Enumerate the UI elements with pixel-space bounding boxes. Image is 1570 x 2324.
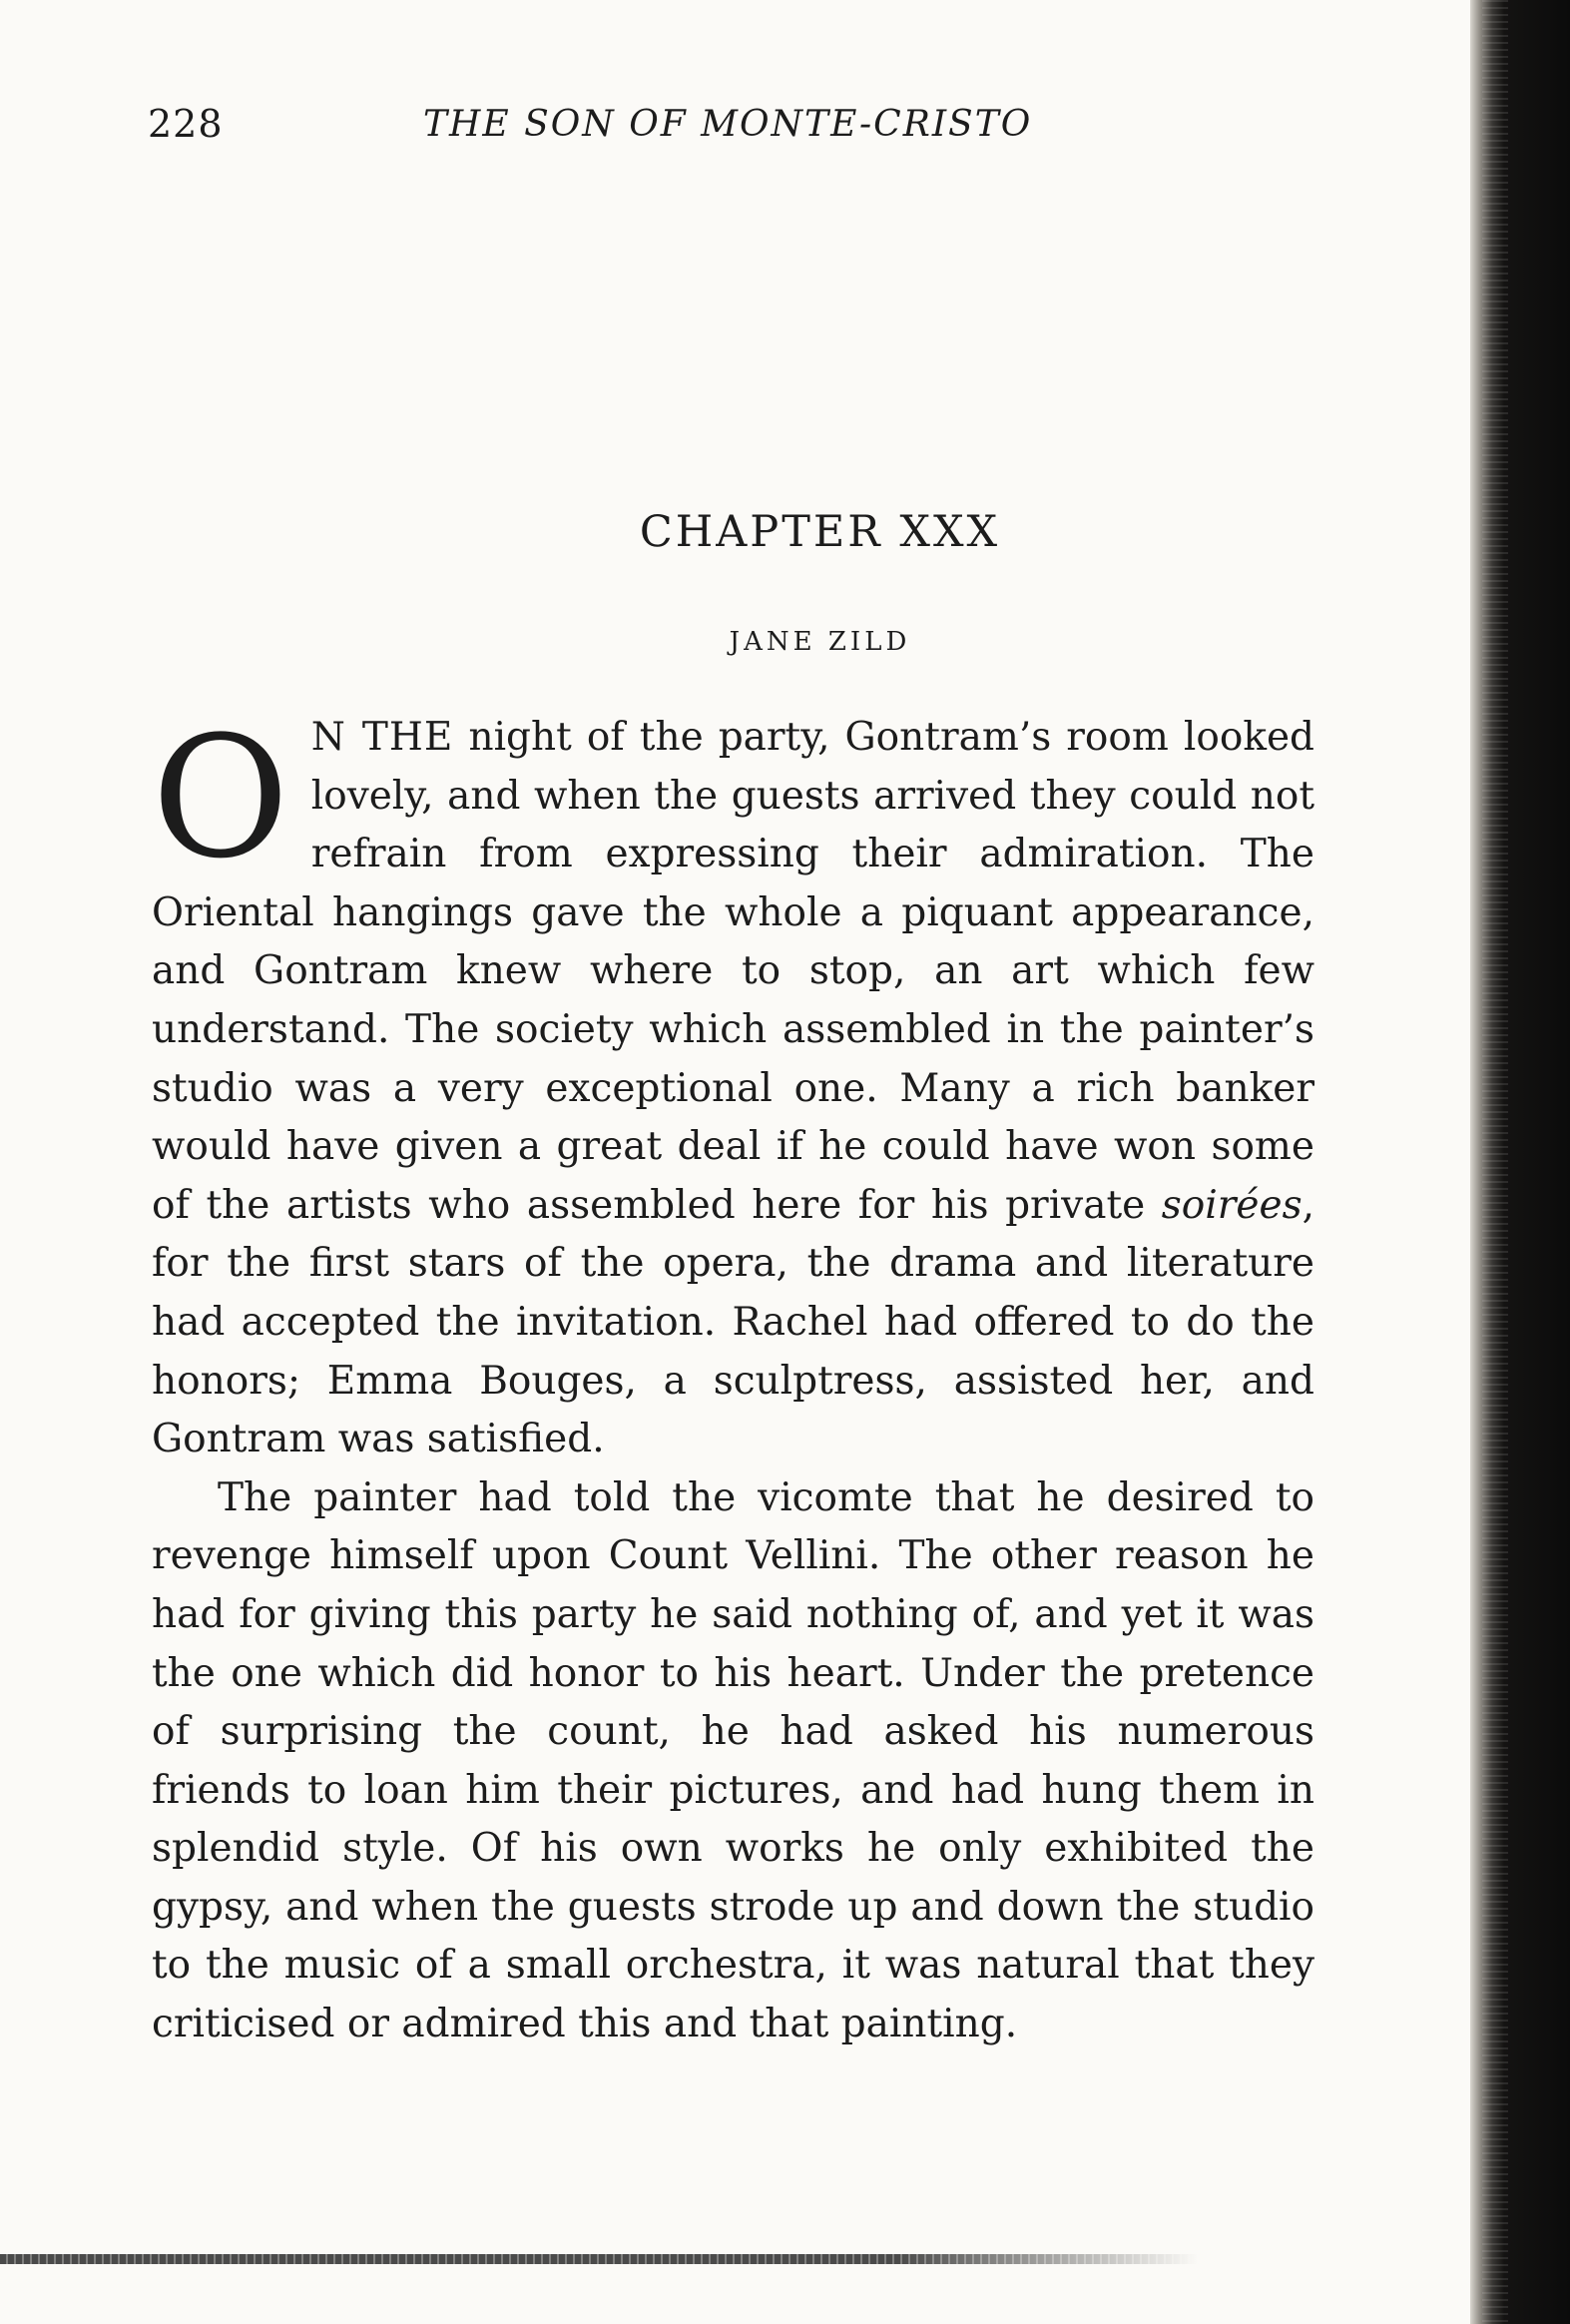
chapter-body [152,700,1315,2054]
page-header [148,102,1325,162]
paragraph-1 [152,700,1315,1469]
running-title: THE SON OF MONTE-CRISTO [423,104,1033,145]
chapter-subtitle: JANE ZILD [729,627,911,657]
paragraph-1-italic-term: soirées [1161,1182,1303,1228]
binding-texture [1482,0,1508,2324]
bottom-rule-fade [898,2254,1198,2264]
paragraph-1-text-a: night of the party, Gontram’s room looked lovely, and when the guests arrived they could not refrain from expressing their admiration. The Oriental hangings gave the whole a piquant appearance, and Gontram knew where to stop, an art which few understand. The society which assembled in the painter’s studio was a very exceptional one. Many a rich banker would have given a great deal if he could have won some of the artists who assembled here for his private [152,715,1315,1228]
drop-cap: O [152,700,289,895]
page-number: 228 [148,102,224,146]
paragraph-2: The painter had told the vicomte that he desired to revenge himself upon Count Vellini. The other reason he had for giving this party he said nothing of, and yet it was the one which did honor to his heart. Under the pretence of surprising the count, he had asked his numerous friends to loan him their pictures, and had hung them in splendid style. Of his own works he only exhibited the gypsy, and when the guests strode up and down the studio to the music of a small orchestra, it was natural that they criticised or admired this and that painting. [152,1474,1314,2047]
paragraph-1-opening: N THE [310,715,454,760]
paragraph-1-text-b: , for the first stars of the opera, the drama and literature had accepted the invitation. Rachel had offered to do the honors; Emma Bouges, a sculptress, assisted her, and Gontram was satisfied. [152,1182,1314,1462]
chapter-title: CHAPTER XXX [639,507,1001,557]
